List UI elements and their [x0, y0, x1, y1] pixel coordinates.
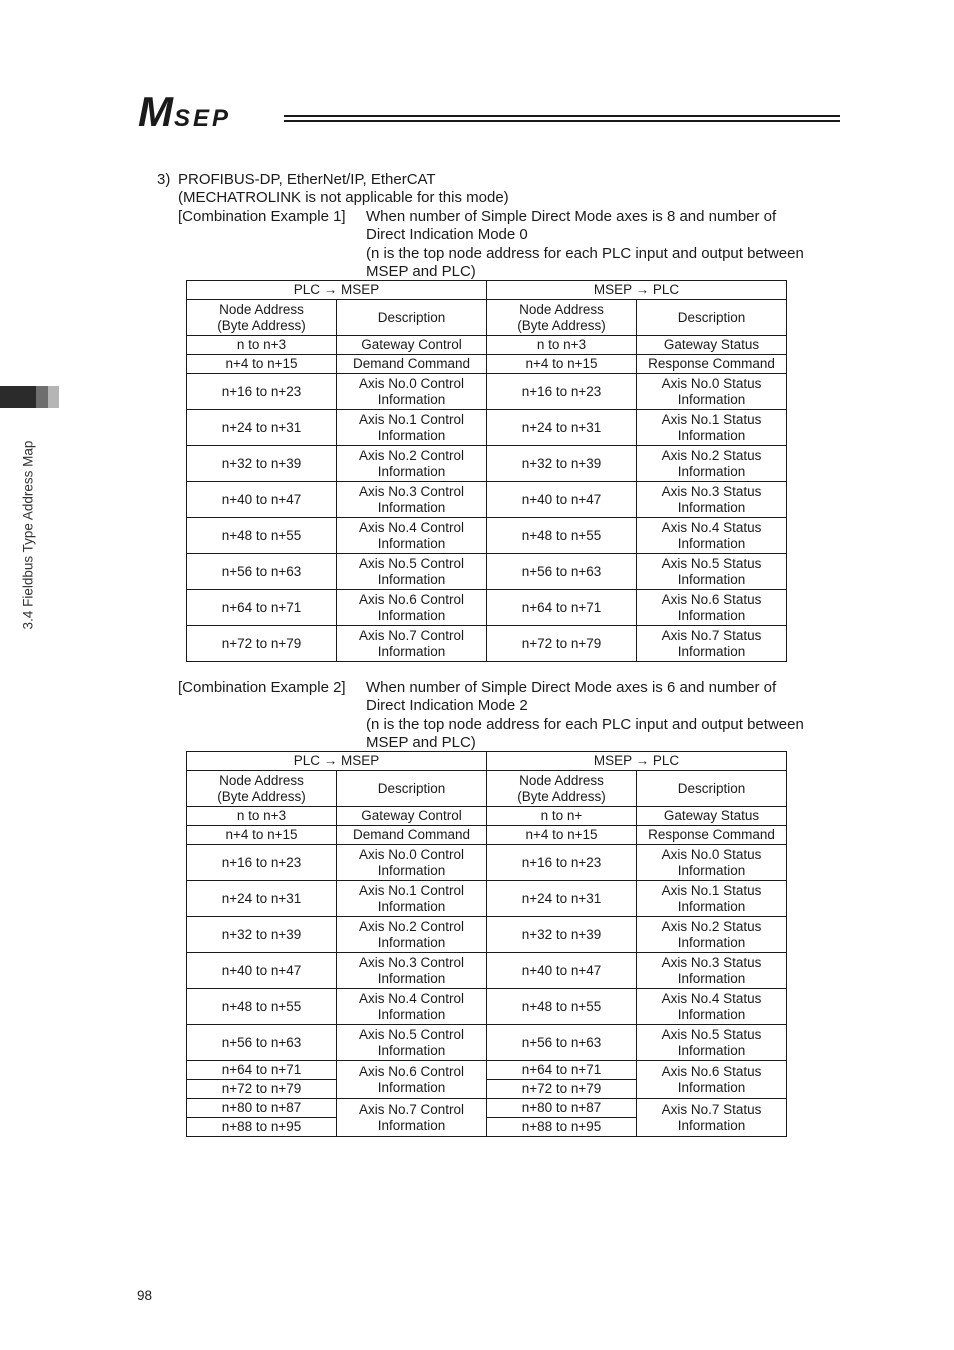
msep-logo: [138, 88, 231, 136]
table-row: [187, 482, 787, 518]
node-address-cell: n+16 to n+23: [187, 845, 337, 881]
node-address-cell: n+48 to n+55: [487, 989, 637, 1025]
example1-desc-line2: Direct Indication Mode 0: [366, 226, 528, 243]
node-address-cell: n+64 to n+71: [487, 590, 637, 626]
node-address-cell: n+32 to n+39: [187, 917, 337, 953]
cell-line: Information: [377, 1079, 446, 1095]
node-address-cell: n+72 to n+79: [487, 626, 637, 662]
description-cell: [637, 590, 787, 626]
table-row: [187, 1099, 787, 1118]
cell-line: Axis No.2 Control: [358, 918, 465, 934]
description-cell: [337, 989, 487, 1025]
node-address-cell: n+24 to n+31: [487, 881, 637, 917]
cell-line: Axis No.7 Control: [358, 1101, 465, 1117]
example1-desc-line3: (n is the top node address for each PLC input and output between: [366, 245, 804, 262]
node-address-cell: n+64 to n+71: [187, 1061, 337, 1080]
col-description: Description: [337, 771, 487, 807]
cell-line: Axis No.0 Status: [661, 846, 762, 862]
col-node-address: [187, 300, 337, 336]
cell-line: Axis No.7 Status: [661, 627, 762, 643]
cell-line: Axis No.3 Status: [661, 483, 762, 499]
description-cell: [637, 845, 787, 881]
node-address-cell: n+40 to n+47: [187, 953, 337, 989]
col-node-address-line2: (Byte Address): [217, 788, 306, 804]
description-cell: [637, 554, 787, 590]
table-row: [187, 554, 787, 590]
node-address-cell: n to n+3: [187, 336, 337, 355]
cell-line: Axis No.1 Control: [358, 882, 465, 898]
table-row: [187, 446, 787, 482]
head-plc-to-msep: PLC → MSEP: [187, 281, 487, 300]
cell-line: Information: [377, 535, 446, 551]
node-address-cell: n+48 to n+55: [187, 518, 337, 554]
col-node-address: [187, 771, 337, 807]
table-column-row: [187, 771, 787, 807]
description-cell: [337, 917, 487, 953]
node-address-cell: n+72 to n+79: [187, 626, 337, 662]
node-address-cell: n+16 to n+23: [487, 845, 637, 881]
node-address-cell: n+56 to n+63: [487, 1025, 637, 1061]
table-row: [187, 917, 787, 953]
description-cell: [337, 410, 487, 446]
table-row: [187, 374, 787, 410]
cell-line: Information: [377, 934, 446, 950]
description-cell: Demand Command: [337, 826, 487, 845]
col-description: Description: [637, 771, 787, 807]
node-address-cell: n+72 to n+79: [187, 1080, 337, 1099]
cell-line: Axis No.7 Control: [358, 627, 465, 643]
example2-desc-line1: When number of Simple Direct Mode axes is 6 and number of: [366, 679, 777, 696]
table-row: [187, 1061, 787, 1080]
table-row: [187, 336, 787, 355]
table-row: [187, 626, 787, 662]
description-cell: Gateway Control: [337, 807, 487, 826]
table-row: [187, 989, 787, 1025]
node-address-cell: n+80 to n+87: [487, 1099, 637, 1118]
cell-line: Information: [677, 1042, 746, 1058]
description-cell: [337, 554, 487, 590]
cell-line: Information: [677, 427, 746, 443]
col-node-address-line1: Node Address: [219, 772, 304, 788]
side-tab-marker: [0, 386, 36, 408]
col-node-address-line2: (Byte Address): [217, 317, 306, 333]
cell-line: Information: [677, 643, 746, 659]
description-cell: [637, 989, 787, 1025]
node-address-cell: n+32 to n+39: [187, 446, 337, 482]
cell-line: Axis No.6 Status: [661, 1063, 762, 1079]
cell-line: Information: [677, 571, 746, 587]
address-table-example2: [186, 751, 787, 1137]
node-address-cell: n+72 to n+79: [487, 1080, 637, 1099]
node-address-cell: n+16 to n+23: [487, 374, 637, 410]
cell-line: Axis No.2 Status: [661, 918, 762, 934]
node-address-cell: n+56 to n+63: [187, 1025, 337, 1061]
cell-line: Axis No.5 Control: [358, 555, 465, 571]
node-address-cell: n+4 to n+15: [187, 355, 337, 374]
section-note: (MECHATROLINK is not applicable for this mode): [178, 189, 509, 206]
cell-line: Information: [677, 1006, 746, 1022]
cell-line: Axis No.1 Status: [661, 882, 762, 898]
cell-line: Information: [377, 970, 446, 986]
node-address-cell: n+40 to n+47: [487, 953, 637, 989]
node-address-cell: n+4 to n+15: [187, 826, 337, 845]
example1-label: [Combination Example 1]: [178, 208, 346, 225]
table-row: [187, 410, 787, 446]
cell-line: Information: [677, 934, 746, 950]
cell-line: Axis No.0 Control: [358, 375, 465, 391]
table-row: [187, 881, 787, 917]
cell-line: Axis No.4 Control: [358, 990, 465, 1006]
description-cell: [637, 1025, 787, 1061]
description-cell: [637, 953, 787, 989]
cell-line: Axis No.6 Control: [358, 591, 465, 607]
col-node-address-line2: (Byte Address): [517, 317, 606, 333]
cell-line: Information: [377, 607, 446, 623]
cell-line: Axis No.1 Control: [358, 411, 465, 427]
description-cell: [337, 482, 487, 518]
description-cell: [337, 374, 487, 410]
col-node-address-line1: Node Address: [219, 301, 304, 317]
node-address-cell: n+32 to n+39: [487, 446, 637, 482]
description-cell: [637, 518, 787, 554]
cell-line: Information: [677, 970, 746, 986]
cell-line: Axis No.0 Control: [358, 846, 465, 862]
node-address-cell: n+24 to n+31: [187, 410, 337, 446]
description-cell: [337, 590, 487, 626]
description-cell: [637, 881, 787, 917]
table-row: [187, 590, 787, 626]
cell-line: Axis No.5 Control: [358, 1026, 465, 1042]
section-side-label: 3.4 Fieldbus Type Address Map: [20, 440, 36, 630]
table-row: [187, 355, 787, 374]
cell-line: Information: [677, 862, 746, 878]
node-address-cell: n+80 to n+87: [187, 1099, 337, 1118]
cell-line: Information: [377, 391, 446, 407]
cell-line: Axis No.6 Control: [358, 1063, 465, 1079]
table-head-row: [187, 281, 787, 300]
head-msep-to-plc: MSEP → PLC: [487, 281, 787, 300]
table-row: [187, 1025, 787, 1061]
side-tab-marker-light: [48, 386, 59, 408]
cell-line: Axis No.0 Status: [661, 375, 762, 391]
cell-line: Information: [677, 1117, 746, 1133]
header-rule-top: [284, 115, 840, 117]
node-address-cell: n+88 to n+95: [187, 1118, 337, 1137]
description-cell: Gateway Status: [637, 336, 787, 355]
description-cell: Demand Command: [337, 355, 487, 374]
node-address-cell: n+40 to n+47: [487, 482, 637, 518]
table-row: [187, 807, 787, 826]
node-address-cell: n+4 to n+15: [487, 826, 637, 845]
node-address-cell: n+64 to n+71: [187, 590, 337, 626]
description-cell: [337, 1025, 487, 1061]
col-node-address: [487, 300, 637, 336]
node-address-cell: n+64 to n+71: [487, 1061, 637, 1080]
example2-desc-line2: Direct Indication Mode 2: [366, 697, 528, 714]
node-address-cell: n+24 to n+31: [187, 881, 337, 917]
cell-line: Axis No.4 Status: [661, 990, 762, 1006]
cell-line: Axis No.5 Status: [661, 1026, 762, 1042]
node-address-cell: n+56 to n+63: [187, 554, 337, 590]
description-cell: [637, 482, 787, 518]
cell-line: Information: [377, 1117, 446, 1133]
description-cell: Response Command: [637, 826, 787, 845]
cell-line: Information: [377, 1006, 446, 1022]
cell-line: Axis No.3 Status: [661, 954, 762, 970]
description-cell: [337, 881, 487, 917]
table-head-row: [187, 752, 787, 771]
head-plc-to-msep: PLC → MSEP: [187, 752, 487, 771]
description-cell: [337, 845, 487, 881]
col-description: Description: [637, 300, 787, 336]
node-address-cell: n+24 to n+31: [487, 410, 637, 446]
cell-line: Information: [377, 643, 446, 659]
node-address-cell: n+88 to n+95: [487, 1118, 637, 1137]
node-address-cell: n+32 to n+39: [487, 917, 637, 953]
description-cell: [637, 446, 787, 482]
cell-line: Information: [677, 535, 746, 551]
cell-line: Information: [677, 898, 746, 914]
cell-line: Information: [377, 1042, 446, 1058]
address-table-example1: [186, 280, 787, 662]
node-address-cell: n+48 to n+55: [487, 518, 637, 554]
example1-desc-line4: MSEP and PLC): [366, 263, 476, 280]
cell-line: Axis No.2 Status: [661, 447, 762, 463]
table-row: [187, 826, 787, 845]
col-node-address-line2: (Byte Address): [517, 788, 606, 804]
cell-line: Axis No.3 Control: [358, 954, 465, 970]
description-cell: [637, 374, 787, 410]
example1-desc-line1: When number of Simple Direct Mode axes is 8 and number of: [366, 208, 777, 225]
head-msep-to-plc: MSEP → PLC: [487, 752, 787, 771]
cell-line: Axis No.3 Control: [358, 483, 465, 499]
node-address-cell: n+4 to n+15: [487, 355, 637, 374]
description-cell: [337, 446, 487, 482]
description-cell: [637, 917, 787, 953]
description-cell: Gateway Status: [637, 807, 787, 826]
example2-desc-line4: MSEP and PLC): [366, 734, 476, 751]
cell-line: Information: [377, 571, 446, 587]
description-cell: Response Command: [637, 355, 787, 374]
cell-line: Information: [377, 463, 446, 479]
description-cell: [337, 518, 487, 554]
table-row: [187, 953, 787, 989]
description-cell: [337, 1099, 487, 1137]
node-address-cell: n+48 to n+55: [187, 989, 337, 1025]
cell-line: Axis No.2 Control: [358, 447, 465, 463]
node-address-cell: n+56 to n+63: [487, 554, 637, 590]
cell-line: Information: [377, 427, 446, 443]
side-tab-marker-mid: [36, 386, 48, 408]
node-address-cell: n+40 to n+47: [187, 482, 337, 518]
example2-label: [Combination Example 2]: [178, 679, 346, 696]
col-description: Description: [337, 300, 487, 336]
table-row: [187, 518, 787, 554]
col-node-address: [487, 771, 637, 807]
example2-desc-line3: (n is the top node address for each PLC input and output between: [366, 716, 804, 733]
cell-line: Information: [677, 1079, 746, 1095]
node-address-cell: n+16 to n+23: [187, 374, 337, 410]
description-cell: [637, 1061, 787, 1099]
page-number: 98: [137, 1288, 153, 1303]
cell-line: Axis No.5 Status: [661, 555, 762, 571]
header-rule-bottom: [284, 120, 840, 122]
description-cell: [337, 953, 487, 989]
description-cell: [337, 1061, 487, 1099]
cell-line: Information: [677, 391, 746, 407]
cell-line: Information: [377, 499, 446, 515]
cell-line: Information: [677, 499, 746, 515]
node-address-cell: n to n+3: [187, 807, 337, 826]
description-cell: [637, 410, 787, 446]
table-column-row: [187, 300, 787, 336]
description-cell: Gateway Control: [337, 336, 487, 355]
cell-line: Axis No.6 Status: [661, 591, 762, 607]
cell-line: Information: [677, 463, 746, 479]
col-node-address-line1: Node Address: [519, 772, 604, 788]
logo-m: M: [138, 88, 172, 135]
node-address-cell: n to n+: [487, 807, 637, 826]
logo-sep: SEP: [174, 105, 232, 132]
description-cell: [637, 626, 787, 662]
cell-line: Axis No.7 Status: [661, 1101, 762, 1117]
cell-line: Information: [677, 607, 746, 623]
section-title: PROFIBUS-DP, EtherNet/IP, EtherCAT: [178, 171, 436, 188]
cell-line: Axis No.1 Status: [661, 411, 762, 427]
cell-line: Axis No.4 Status: [661, 519, 762, 535]
node-address-cell: n to n+3: [487, 336, 637, 355]
table-row: [187, 845, 787, 881]
cell-line: Axis No.4 Control: [358, 519, 465, 535]
cell-line: Information: [377, 862, 446, 878]
cell-line: Information: [377, 898, 446, 914]
col-node-address-line1: Node Address: [519, 301, 604, 317]
description-cell: [637, 1099, 787, 1137]
section-number: 3): [157, 171, 171, 188]
description-cell: [337, 626, 487, 662]
